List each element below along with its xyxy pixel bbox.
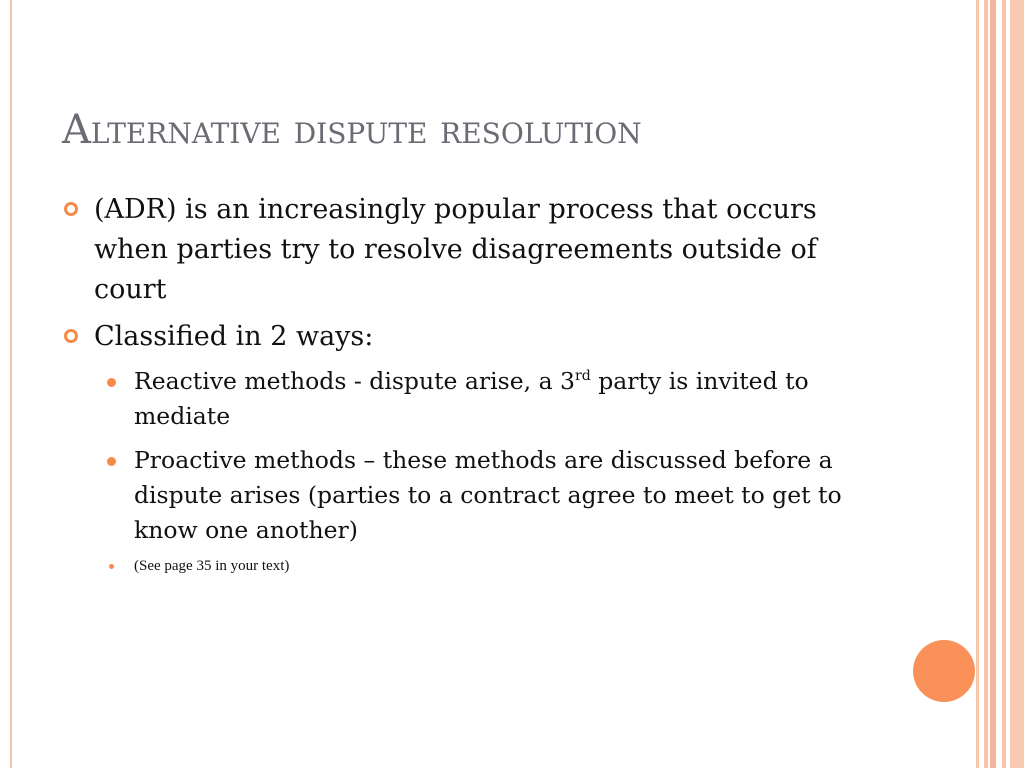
bullet-text: (ADR) is an increasingly popular process that occurs when parties try to resolve disagreements outside of court <box>94 194 817 305</box>
slide-title: Alternative dispute resolution <box>62 107 642 153</box>
orange-circle-decoration-icon <box>913 640 975 702</box>
hollow-circle-bullet-icon <box>64 202 78 216</box>
filled-dot-bullet-icon <box>109 564 114 569</box>
right-decorative-stripes <box>976 0 1024 768</box>
stripe <box>976 0 979 768</box>
sub-bullet-item <box>62 364 872 434</box>
left-border-line <box>10 0 12 768</box>
sub-bullet-text <box>134 367 809 430</box>
sub-bullet-text-part: Reactive methods - dispute arise, a 3 <box>134 367 576 395</box>
slide-body <box>62 190 872 577</box>
stripe <box>984 0 988 768</box>
stripe <box>990 0 996 768</box>
bullet-text: Classified in 2 ways: <box>94 321 374 352</box>
filled-dot-bullet-icon <box>107 457 116 466</box>
sub-bullet-text-part: party is invited to mediate <box>134 367 809 430</box>
superscript: rd <box>575 368 591 385</box>
bullet-item <box>62 190 872 310</box>
stripe <box>1010 0 1024 768</box>
stripe <box>1002 0 1006 768</box>
hollow-circle-bullet-icon <box>64 329 78 343</box>
filled-dot-bullet-icon <box>107 378 116 387</box>
note-bullet-item <box>62 555 872 577</box>
sub-bullet-item <box>62 443 872 548</box>
sub-bullet-text: Proactive methods – these methods are discussed before a dispute arises (parties to a contract agree to meet to get to know one another) <box>134 446 842 544</box>
bullet-item <box>62 317 872 357</box>
note-text: (See page 35 in your text) <box>134 558 290 574</box>
